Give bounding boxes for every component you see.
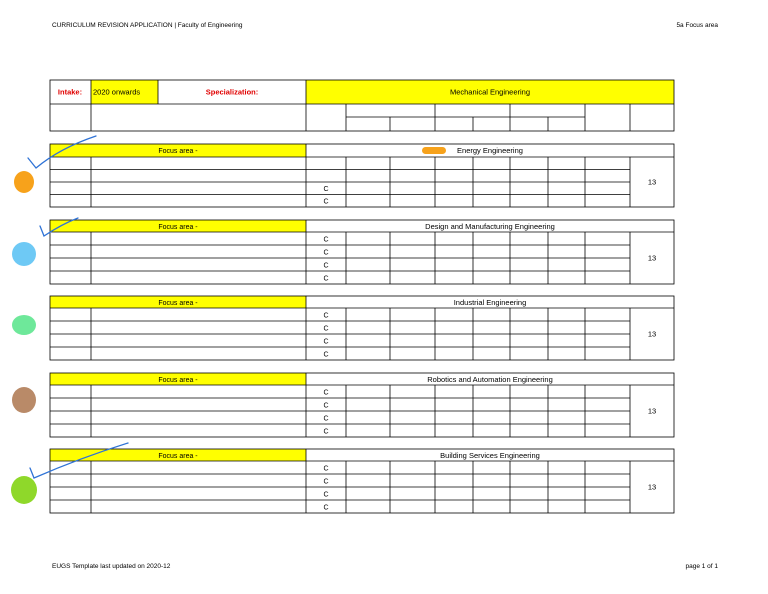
focus-area-section [50, 220, 674, 284]
course-code-cell: C [323, 275, 329, 283]
section-credits: 13 [647, 482, 657, 492]
intake-specialization-table [50, 80, 674, 131]
course-code-cell: C [323, 402, 329, 410]
course-code-cell: C [323, 338, 329, 346]
course-code-cell: C [323, 478, 329, 486]
section-credits: 13 [647, 329, 657, 339]
focus-area-name: Robotics and Automation Engineering [427, 375, 553, 384]
focus-area-name: Design and Manufacturing Engineering [425, 222, 555, 231]
course-code-cell: C [323, 415, 329, 423]
focus-area-section [50, 296, 674, 360]
course-code-cell: C [323, 389, 329, 397]
course-code-cell: C [323, 325, 329, 333]
focus-area-label: Focus area - [158, 148, 198, 155]
specialization-value: Mechanical Engineering [449, 87, 531, 97]
focus-area-name: Building Services Engineering [440, 451, 540, 460]
footer-page-number: page 1 of 1 [685, 563, 718, 570]
course-code-cell: C [323, 465, 329, 473]
focus-area-section [50, 373, 674, 437]
intake-label: Intake: [57, 87, 83, 97]
focus-area-label: Focus area - [158, 300, 198, 307]
intake-value: 2020 onwards [93, 87, 141, 97]
footer-template-note: EUGS Template last updated on 2020-12 [52, 563, 171, 570]
course-code-cell: C [323, 186, 329, 193]
focus-area-label: Focus area - [158, 224, 198, 231]
document-header-title: CURRICULUM REVISION APPLICATION | Faculty of Engineering [52, 22, 243, 29]
brown-color-dot [12, 387, 36, 413]
section-credits: 13 [647, 177, 657, 187]
course-code-cell: C [323, 262, 329, 270]
document-header-section: 5a Focus area [676, 22, 718, 29]
focus-area-label: Focus area - [158, 453, 198, 460]
course-code-cell: C [323, 491, 329, 499]
focus-area-name: Industrial Engineering [453, 298, 527, 307]
course-code-cell: C [323, 249, 329, 257]
course-code-cell: C [323, 312, 329, 320]
course-code-cell: C [323, 428, 329, 436]
focus-area-section [50, 144, 674, 207]
section-credits: 13 [647, 253, 657, 263]
light-blue-color-dot [12, 242, 36, 266]
specialization-label: Specialization: [205, 87, 259, 97]
lime-green-color-dot [11, 476, 37, 504]
focus-area-section [50, 449, 674, 513]
focus-area-label: Focus area - [158, 377, 198, 384]
orange-color-dot [14, 171, 34, 193]
course-code-cell: C [323, 236, 329, 244]
mint-green-color-dot [12, 315, 36, 335]
course-code-cell: C [323, 351, 329, 359]
orange-highlight-mark [422, 147, 446, 154]
course-code-cell: C [323, 504, 329, 512]
course-code-cell: C [323, 198, 329, 206]
focus-area-name: Energy Engineering [457, 146, 523, 155]
section-credits: 13 [647, 406, 657, 416]
